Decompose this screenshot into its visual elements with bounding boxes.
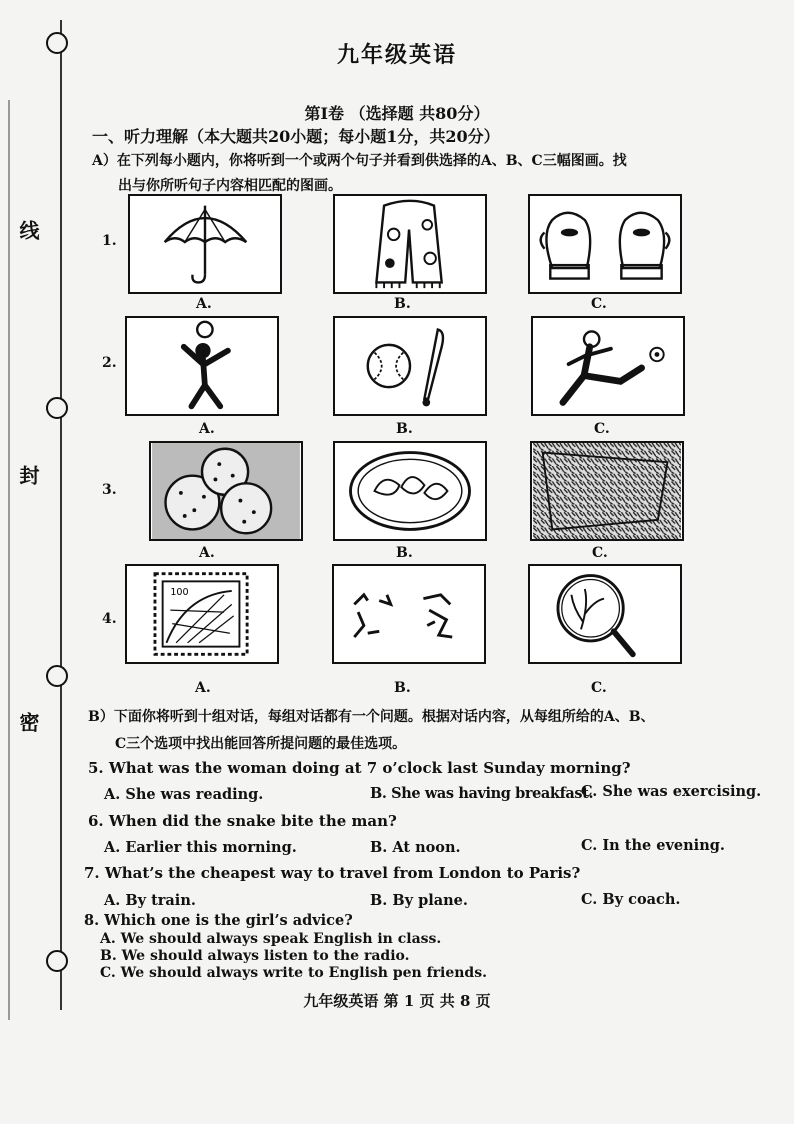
question-number: 3. [102,482,117,498]
binding-margin-line [60,20,62,1010]
option-label: B. [394,296,411,312]
binding-hole [46,397,68,419]
option-label: C. [592,545,608,561]
answer-option[interactable]: A. She was reading. [104,786,264,803]
answer-option[interactable]: A. We should always speak English in class. [100,931,442,947]
answer-option[interactable]: A. By train. [104,892,196,909]
binding-hole [46,950,68,972]
option-label: A. [196,296,212,312]
scarf-icon[interactable] [333,194,487,294]
instruction-b-line2: C三个选项中找出能回答所提问题的最佳选项。 [115,736,407,752]
answer-option[interactable]: C. In the evening. [581,837,725,854]
meat-icon[interactable] [530,441,684,541]
binding-hole [46,665,68,687]
soccer-player-icon[interactable] [531,316,685,416]
margin-label-secret: 密 [16,712,40,732]
option-label: C. [591,680,607,696]
part-heading: 一、听力理解（本大题共20小题；每小题1分，共20分） [92,127,500,146]
option-label: B. [396,545,413,561]
cookies-icon[interactable] [149,441,303,541]
baseball-bat-icon[interactable] [333,316,487,416]
option-label: A. [199,545,215,561]
gloves-icon[interactable] [528,194,682,294]
answer-option[interactable]: B. She was having breakfast. [370,785,594,802]
option-label: C. [591,296,607,312]
page-footer: 九年级英语 第 1 页 共 8 页 [303,992,491,1010]
page-title: 九年级英语 [336,42,457,68]
answer-option[interactable]: B. At noon. [370,839,461,856]
svg-text:100: 100 [170,586,189,598]
paper-cutting-icon[interactable] [332,564,486,664]
answer-option[interactable]: C. We should always write to English pen friends. [100,965,487,981]
answer-option[interactable]: B. By plane. [370,892,468,909]
answer-option[interactable]: A. Earlier this morning. [104,839,297,856]
question-number: 1. [102,233,117,249]
question-text: 7. What’s the cheapest way to travel from London to Paris? [84,864,581,882]
margin-label-line: 线 [16,220,40,240]
dumplings-icon[interactable] [333,441,487,541]
question-number: 4. [102,611,117,627]
instruction-a-line1: A）在下列每小题内，你将听到一个或两个句子并看到供选择的A、B、C三幅图画。找 [92,153,627,169]
answer-option[interactable]: C. By coach. [581,891,681,908]
umbrella-icon[interactable] [128,194,282,294]
fan-icon[interactable] [528,564,682,664]
volleyball-player-icon[interactable] [125,316,279,416]
option-label: C. [594,421,610,437]
answer-option[interactable]: B. We should always listen to the radio. [100,948,410,964]
option-label: A. [199,421,215,437]
section-title: 第Ⅰ卷 （选择题 共80分） [304,104,490,123]
question-text: 5. What was the woman doing at 7 o’clock last Sunday morning? [88,759,631,777]
instruction-a-line2: 出与你所听句子内容相匹配的图画。 [118,178,342,194]
question-text: 8. Which one is the girl’s advice? [84,912,353,929]
answer-option[interactable]: C. She was exercising. [581,783,762,800]
option-label: B. [396,421,413,437]
margin-label-seal: 封 [16,465,40,485]
option-label: B. [394,680,411,696]
option-label: A. [195,680,211,696]
question-number: 2. [102,355,117,371]
instruction-b-line1: B）下面你将听到十组对话，每组对话都有一个问题。根据对话内容，从每组所给的A、B、 [88,709,655,725]
stamp-icon[interactable] [125,564,279,664]
question-text: 6. When did the snake bite the man? [88,812,397,830]
binding-edge-line [8,100,10,1020]
